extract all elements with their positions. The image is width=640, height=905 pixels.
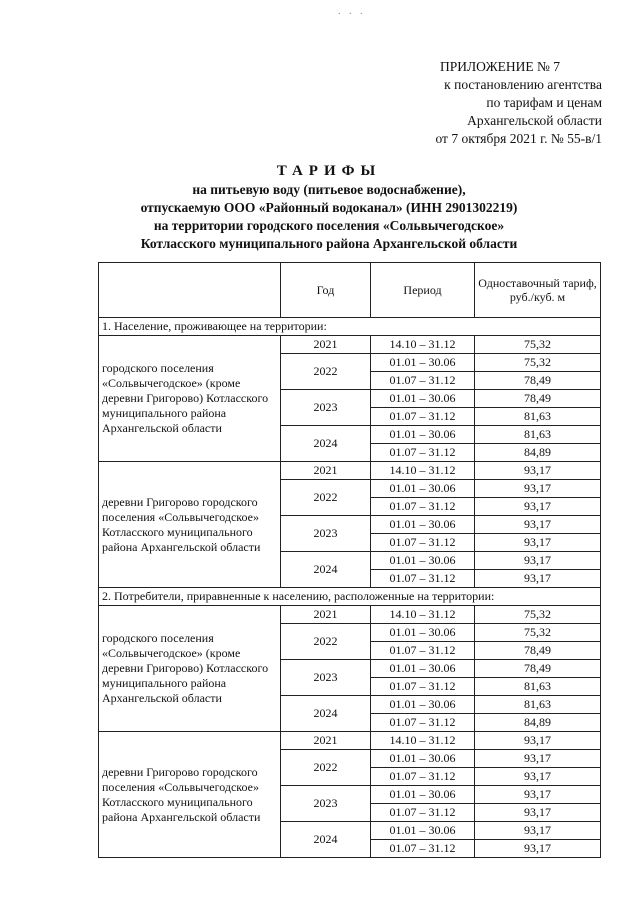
rate-cell: 84,89 bbox=[475, 714, 601, 732]
period-cell: 01.07 – 31.12 bbox=[371, 570, 475, 588]
year-cell: 2022 bbox=[281, 480, 371, 516]
table-row bbox=[99, 732, 601, 750]
title-line: на питьевую воду (питьевое водоснабжение), bbox=[192, 182, 466, 197]
territory-description: деревни Григорово городского поселения «Сольвычегодское» Котласского муниципального района Архангельской области bbox=[99, 732, 281, 858]
period-cell: 01.01 – 30.06 bbox=[371, 660, 475, 678]
year-cell: 2021 bbox=[281, 462, 371, 480]
rate-cell: 93,17 bbox=[475, 822, 601, 840]
period-cell: 01.01 – 30.06 bbox=[371, 426, 475, 444]
rate-cell: 93,17 bbox=[475, 570, 601, 588]
territory-description: деревни Григорово городского поселения «Сольвычегодское» Котласского муниципального района Архангельской области bbox=[99, 462, 281, 588]
rate-cell: 81,63 bbox=[475, 696, 601, 714]
period-cell: 01.07 – 31.12 bbox=[371, 642, 475, 660]
scan-artifact-dots: . . . bbox=[338, 6, 366, 17]
appendix-line: по тарифам и ценам bbox=[486, 95, 602, 110]
rate-cell: 93,17 bbox=[475, 534, 601, 552]
header-rate: Одноставочный тариф, руб./куб. м bbox=[475, 263, 601, 318]
period-cell: 01.07 – 31.12 bbox=[371, 714, 475, 732]
appendix-date: от 7 октября 2021 г. № 55-в/1 bbox=[435, 131, 602, 146]
appendix-line: Архангельской области bbox=[467, 113, 602, 128]
period-cell: 01.01 – 30.06 bbox=[371, 624, 475, 642]
section-title: 1. Население, проживающее на территории: bbox=[99, 318, 601, 336]
year-cell: 2021 bbox=[281, 336, 371, 354]
rate-cell: 93,17 bbox=[475, 804, 601, 822]
title-line: отпускаемую ООО «Районный водоканал» (ИНН 2901302219) bbox=[140, 200, 518, 215]
period-cell: 14.10 – 31.12 bbox=[371, 462, 475, 480]
table-row bbox=[99, 462, 601, 480]
rate-cell: 93,17 bbox=[475, 462, 601, 480]
period-cell: 01.01 – 30.06 bbox=[371, 822, 475, 840]
rate-cell: 93,17 bbox=[475, 786, 601, 804]
table-body bbox=[99, 318, 601, 858]
period-cell: 01.01 – 30.06 bbox=[371, 516, 475, 534]
period-cell: 01.01 – 30.06 bbox=[371, 480, 475, 498]
title-line: на территории городского поселения «Сольвычегодское» bbox=[153, 218, 505, 233]
rate-cell: 93,17 bbox=[475, 732, 601, 750]
rate-cell: 93,17 bbox=[475, 750, 601, 768]
period-cell: 14.10 – 31.12 bbox=[371, 606, 475, 624]
period-cell: 01.01 – 30.06 bbox=[371, 786, 475, 804]
year-cell: 2023 bbox=[281, 786, 371, 822]
year-cell: 2022 bbox=[281, 750, 371, 786]
tariffs-table bbox=[98, 262, 601, 858]
period-cell: 01.07 – 31.12 bbox=[371, 678, 475, 696]
rate-cell: 75,32 bbox=[475, 606, 601, 624]
period-cell: 01.07 – 31.12 bbox=[371, 804, 475, 822]
year-cell: 2023 bbox=[281, 516, 371, 552]
period-cell: 01.07 – 31.12 bbox=[371, 444, 475, 462]
rate-cell: 75,32 bbox=[475, 336, 601, 354]
period-cell: 01.07 – 31.12 bbox=[371, 372, 475, 390]
rate-cell: 78,49 bbox=[475, 642, 601, 660]
title-main: ТАРИФЫ bbox=[276, 163, 382, 179]
document-title bbox=[90, 162, 568, 253]
header-year: Год bbox=[281, 263, 371, 318]
rate-cell: 93,17 bbox=[475, 840, 601, 858]
rate-cell: 78,49 bbox=[475, 372, 601, 390]
year-cell: 2024 bbox=[281, 696, 371, 732]
year-cell: 2022 bbox=[281, 624, 371, 660]
period-cell: 14.10 – 31.12 bbox=[371, 732, 475, 750]
section-row bbox=[99, 588, 601, 606]
rate-cell: 93,17 bbox=[475, 768, 601, 786]
period-cell: 01.01 – 30.06 bbox=[371, 552, 475, 570]
year-cell: 2021 bbox=[281, 732, 371, 750]
rate-cell: 93,17 bbox=[475, 552, 601, 570]
section-title: 2. Потребители, приравненные к населению, расположенные на территории: bbox=[99, 588, 601, 606]
period-cell: 01.07 – 31.12 bbox=[371, 498, 475, 516]
year-cell: 2022 bbox=[281, 354, 371, 390]
rate-cell: 81,63 bbox=[475, 408, 601, 426]
rate-cell: 93,17 bbox=[475, 498, 601, 516]
territory-description: городского поселения «Сольвычегодское» (кроме деревни Григорово) Котласского муниципального района Архангельской области bbox=[99, 336, 281, 462]
period-cell: 01.07 – 31.12 bbox=[371, 768, 475, 786]
section-row bbox=[99, 318, 601, 336]
rate-cell: 75,32 bbox=[475, 624, 601, 642]
territory-description: городского поселения «Сольвычегодское» (кроме деревни Григорово) Котласского муниципального района Архангельской области bbox=[99, 606, 281, 732]
rate-cell: 81,63 bbox=[475, 678, 601, 696]
title-line: Котласского муниципального района Архангельской области bbox=[140, 236, 518, 251]
rate-cell: 78,49 bbox=[475, 390, 601, 408]
period-cell: 01.07 – 31.12 bbox=[371, 534, 475, 552]
period-cell: 14.10 – 31.12 bbox=[371, 336, 475, 354]
rate-cell: 78,49 bbox=[475, 660, 601, 678]
period-cell: 01.07 – 31.12 bbox=[371, 408, 475, 426]
year-cell: 2024 bbox=[281, 822, 371, 858]
rate-cell: 81,63 bbox=[475, 426, 601, 444]
header-period: Период bbox=[371, 263, 475, 318]
appendix-header bbox=[380, 58, 602, 148]
year-cell: 2024 bbox=[281, 426, 371, 462]
appendix-number: ПРИЛОЖЕНИЕ № 7 bbox=[440, 59, 561, 74]
year-cell: 2023 bbox=[281, 660, 371, 696]
year-cell: 2024 bbox=[281, 552, 371, 588]
table-header-row bbox=[99, 263, 601, 318]
period-cell: 01.01 – 30.06 bbox=[371, 696, 475, 714]
rate-cell: 93,17 bbox=[475, 516, 601, 534]
rate-cell: 84,89 bbox=[475, 444, 601, 462]
year-cell: 2021 bbox=[281, 606, 371, 624]
rate-cell: 93,17 bbox=[475, 480, 601, 498]
table-row bbox=[99, 606, 601, 624]
table-row bbox=[99, 336, 601, 354]
period-cell: 01.01 – 30.06 bbox=[371, 750, 475, 768]
appendix-line: к постановлению агентства bbox=[444, 77, 602, 92]
year-cell: 2023 bbox=[281, 390, 371, 426]
rate-cell: 75,32 bbox=[475, 354, 601, 372]
header-description bbox=[99, 263, 281, 318]
period-cell: 01.01 – 30.06 bbox=[371, 390, 475, 408]
period-cell: 01.01 – 30.06 bbox=[371, 354, 475, 372]
period-cell: 01.07 – 31.12 bbox=[371, 840, 475, 858]
